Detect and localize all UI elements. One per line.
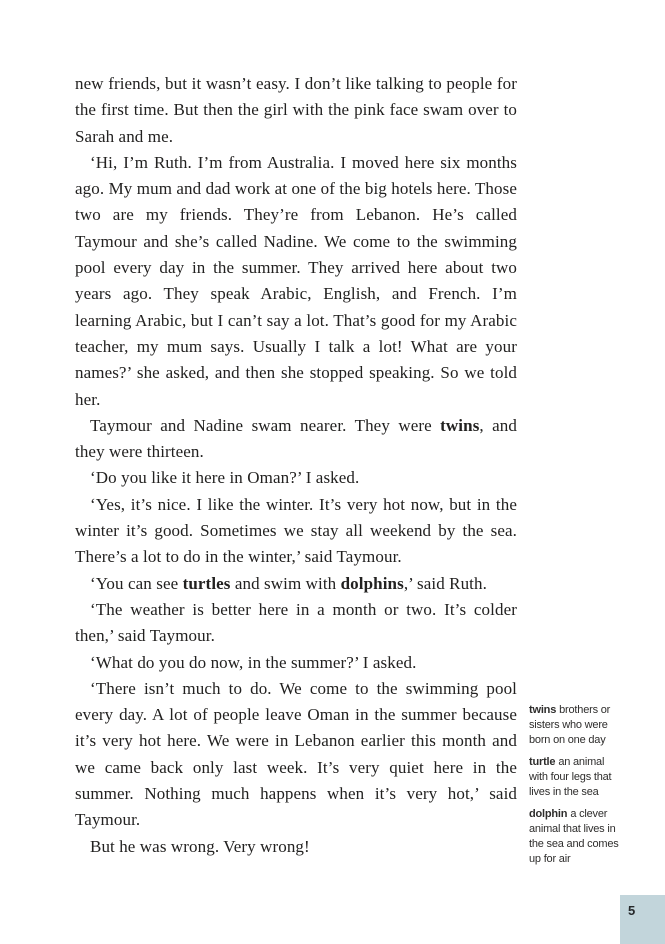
glossary-entry: twins brothers or sisters who were born on one day [529, 704, 611, 746]
page-number-box [620, 895, 665, 944]
story-paragraph: ‘The weather is better here in a month or two. It’s colder then,’ said Taymour. [75, 599, 517, 646]
story-text [75, 71, 517, 860]
story-paragraph: ‘Hi, I’m Ruth. I’m from Australia. I moved here six months ago. My mum and dad work at one of the big hotels here. Those two are my friends. They’re from Lebanon. He’s called Taymour and she’s called Nadine. We come to the swimming pool every day in the summer. They arrived here about two years ago. They speak Arabic, English, and French. I’m learning Arabic, but I can’t say a lot. That’s good for my Arabic teacher, my mum says. Usually I talk a lot! What are your names?’ she asked, and then she stopped speaking. So we told her. [75, 152, 517, 409]
glossed-word: turtles [182, 573, 231, 593]
story-paragraph: ‘Do you like it here in Oman?’ I asked. [90, 468, 360, 488]
glossary [529, 703, 625, 874]
glossary-entry: turtle an animal with four legs that lives in the sea [529, 756, 612, 798]
story-paragraph: ‘There isn’t much to do. We come to the swimming pool every day. A lot of people leave Oman in the summer because it’s very hot here. We were in Lebanon earlier this month and we came back only last week. It’s very quiet here in the summer. Nothing much happens when it’s very hot,’ said Taymour. [75, 678, 517, 830]
page-number: 5 [628, 903, 636, 918]
glossary-term: turtle [529, 756, 556, 768]
glossed-word: twins [440, 415, 480, 435]
story-paragraph: ‘You can see turtles and swim with dolphins,’ said Ruth. [90, 573, 487, 593]
glossary-term: dolphin [529, 808, 568, 820]
story-paragraph: ‘What do you do now, in the summer?’ I asked. [90, 652, 417, 672]
glossary-term: twins [529, 704, 557, 716]
glossary-entry: dolphin a clever animal that lives in the sea and comes up for air [529, 808, 619, 865]
story-paragraph: new friends, but it wasn’t easy. I don’t like talking to people for the first time. But then the girl with the pink face swam over to Sarah and me. [75, 74, 517, 146]
glossed-word: dolphins [340, 573, 404, 593]
story-paragraph: But he was wrong. Very wrong! [90, 836, 310, 856]
story-paragraph: ‘Yes, it’s nice. I like the winter. It’s very hot now, but in the winter it’s good. Sometimes we stay all weekend by the sea. There’s a lot to do in the winter,’ said Taymour. [75, 494, 517, 567]
story-paragraph: Taymour and Nadine swam nearer. They were twins, and they were thirteen. [75, 415, 518, 462]
